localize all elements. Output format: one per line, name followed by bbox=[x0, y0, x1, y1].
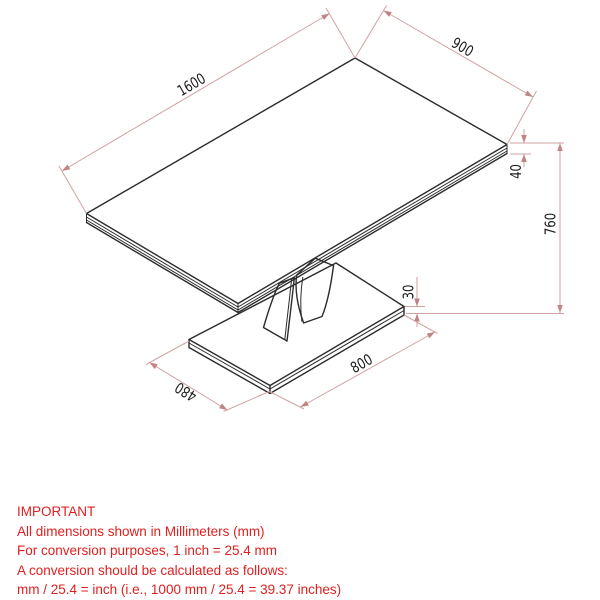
dimension-top-thickness bbox=[509, 129, 564, 179]
dim-label-base-width: 480 bbox=[172, 377, 201, 404]
arrowhead bbox=[525, 91, 533, 97]
dimension-lines bbox=[59, 8, 355, 214]
dimension-width bbox=[355, 6, 537, 145]
dimension-lines bbox=[510, 129, 564, 167]
notes-heading: IMPORTANT bbox=[17, 504, 96, 519]
arrowhead bbox=[384, 11, 392, 17]
important-notes bbox=[17, 502, 341, 600]
dim-label-base-thickness: 30 bbox=[401, 284, 418, 300]
dim-label-height: 760 bbox=[543, 212, 560, 236]
arrowhead bbox=[321, 14, 329, 21]
arrowhead bbox=[62, 165, 70, 172]
arrowhead bbox=[219, 403, 227, 410]
arrowhead bbox=[301, 401, 309, 407]
dimension-base-width bbox=[146, 341, 269, 412]
note-line-units: All dimensions shown in Millimeters (mm) bbox=[17, 523, 265, 539]
dimension-lines bbox=[405, 277, 564, 327]
base-bottom-edge bbox=[189, 307, 404, 394]
arrowhead bbox=[521, 135, 527, 143]
arrowhead bbox=[557, 305, 563, 313]
dim-label-base-length: 800 bbox=[348, 351, 376, 378]
arrowhead bbox=[414, 314, 420, 322]
dimension-lines bbox=[355, 6, 537, 145]
note-line-calculation: A conversion should be calculated as follows: bbox=[17, 562, 288, 578]
tabletop-top-surface bbox=[87, 58, 508, 304]
dim-label-width: 900 bbox=[448, 35, 476, 61]
dimension-length bbox=[59, 8, 355, 214]
dim-label-length: 1600 bbox=[174, 70, 210, 101]
dimension-lines bbox=[146, 341, 269, 412]
table bbox=[87, 58, 508, 394]
arrowhead bbox=[427, 332, 435, 338]
dimension-base-thickness bbox=[401, 277, 564, 327]
arrowhead bbox=[150, 363, 158, 370]
note-line-conversion: For conversion purposes, 1 inch = 25.4 mm bbox=[17, 543, 278, 559]
arrowhead bbox=[557, 143, 563, 151]
note-line-formula: mm / 25.4 = inch (i.e., 1000 mm / 25.4 = 39.37 inches) bbox=[17, 582, 342, 598]
pedestal-right-blade-inner-edge bbox=[301, 277, 303, 321]
arrowhead bbox=[521, 154, 527, 162]
dim-label-top-thickness: 40 bbox=[508, 164, 526, 179]
dimension-base-length bbox=[269, 315, 437, 409]
dimension-height bbox=[543, 143, 563, 313]
dimensions bbox=[59, 6, 564, 412]
